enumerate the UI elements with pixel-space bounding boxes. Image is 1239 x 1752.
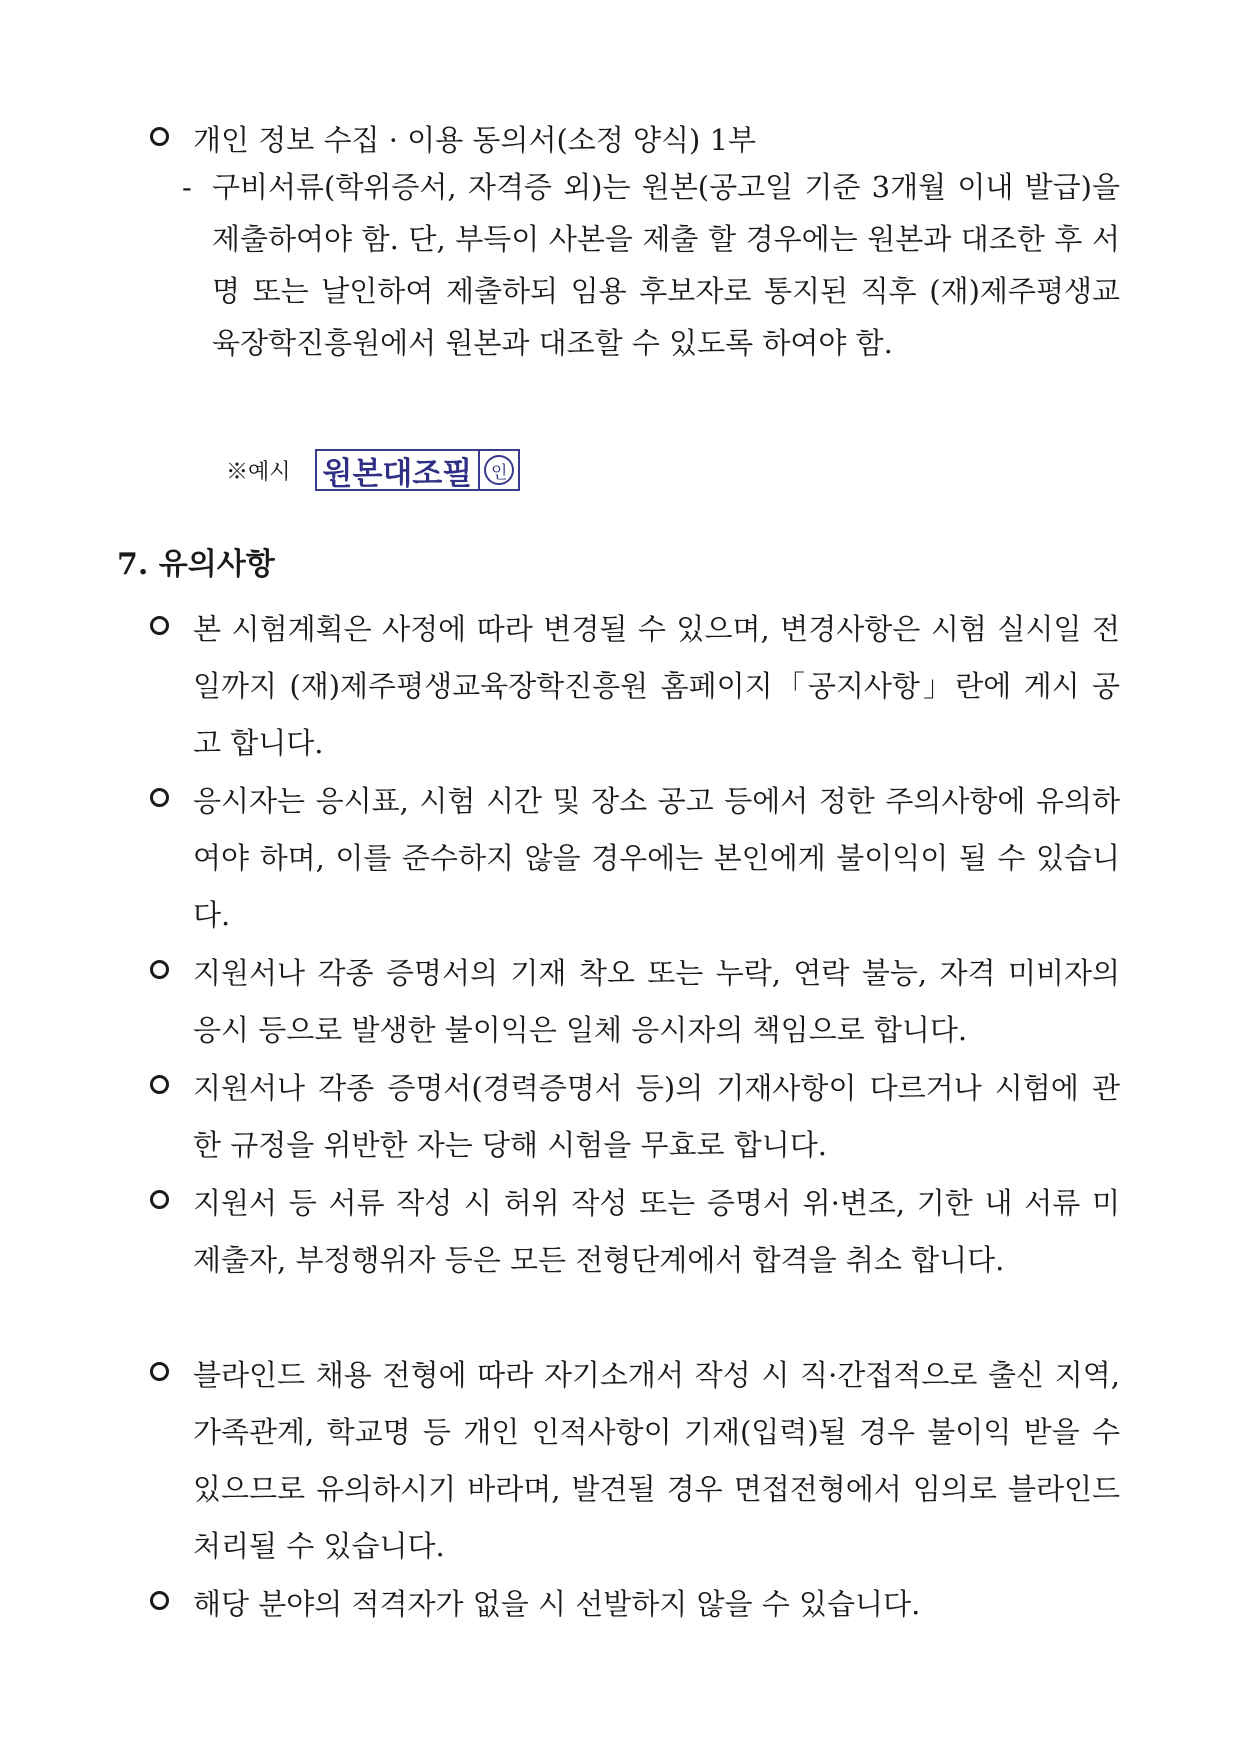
circle-bullet-icon [150,1190,169,1209]
notice-item [150,1347,1120,1575]
consent-form-text: 개인 정보 수집 · 이용 동의서(소정 양식) 1부 [193,123,757,157]
original-verified-stamp [315,449,521,491]
seal-text: 인 [484,455,514,485]
notice-item [150,1060,1120,1174]
notice-item [150,601,1120,772]
notice-item [150,1175,1120,1289]
seal-icon [478,451,518,489]
notice-item-text: 지원서나 각종 증명서의 기재 착오 또는 누락, 연락 불능, 자격 미비자의 응시 등으로 발생한 불이익은 일체 응시자의 책임으로 합니다. [193,956,1120,1047]
circle-bullet-icon [150,127,169,146]
notice-item-text: 응시자는 응시표, 시험 시간 및 장소 공고 등에서 정한 주의사항에 유의하여야 하며, 이를 준수하지 않을 경우에는 본인에게 불이익이 될 수 있습니다. [193,784,1120,932]
circle-bullet-icon [150,788,169,807]
stamp-text: 원본대조필 [322,455,473,492]
notice-item-text: 블라인드 채용 전형에 따라 자기소개서 작성 시 직·간접적으로 출신 지역, 가족관계, 학교명 등 개인 인적사항이 기재(입력)될 경우 불이익 받을 수 있으므로 유의하시기 바라며, 발견될 경우 면접전형에서 임의로 블라인드 처리될 수 있습니다. [193,1358,1120,1563]
circle-bullet-icon [150,960,169,979]
example-label: ※예시 [226,459,291,485]
circle-bullet-icon [150,1362,169,1381]
notice-item [150,773,1120,944]
documents-note-text: 구비서류(학위증서, 자격증 외)는 원본(공고일 기준 3개월 이내 발급)을 제출하여야 함. 단, 부득이 사본을 제출 할 경우에는 원본과 대조한 후 서명 또는 날인하여 제출하되 임용 후보자로 통지된 직후 (재)제주평생교육장학진흥원에서 원본과 대조할 수 있도록 하여야 함. [212,170,1120,360]
dash-bullet: - [182,170,192,204]
documents-note [182,161,1120,369]
notice-item-text: 해당 분야의 적격자가 없을 시 선발하지 않을 수 있습니다. [193,1587,921,1621]
circle-bullet-icon [150,616,169,635]
stamp-example [226,448,520,492]
circle-bullet-icon [150,1075,169,1094]
notice-item [150,945,1120,1059]
circle-bullet-icon [150,1591,169,1610]
notice-item-text: 지원서나 각종 증명서(경력증명서 등)의 기재사항이 다르거나 시험에 관한 규정을 위반한 자는 당해 시험을 무효로 합니다. [193,1071,1120,1162]
notice-item-text: 본 시험계획은 사정에 따라 변경될 수 있으며, 변경사항은 시험 실시일 전일까지 (재)제주평생교육장학진흥원 홈페이지「공지사항」란에 게시 공고 합니다. [193,612,1120,760]
notice-item-text: 지원서 등 서류 작성 시 허위 작성 또는 증명서 위·변조, 기한 내 서류 미 제출자, 부정행위자 등은 모든 전형단계에서 합격을 취소 합니다. [193,1186,1120,1277]
section-title: 7. 유의사항 [117,547,275,582]
notice-item [150,1576,1120,1633]
